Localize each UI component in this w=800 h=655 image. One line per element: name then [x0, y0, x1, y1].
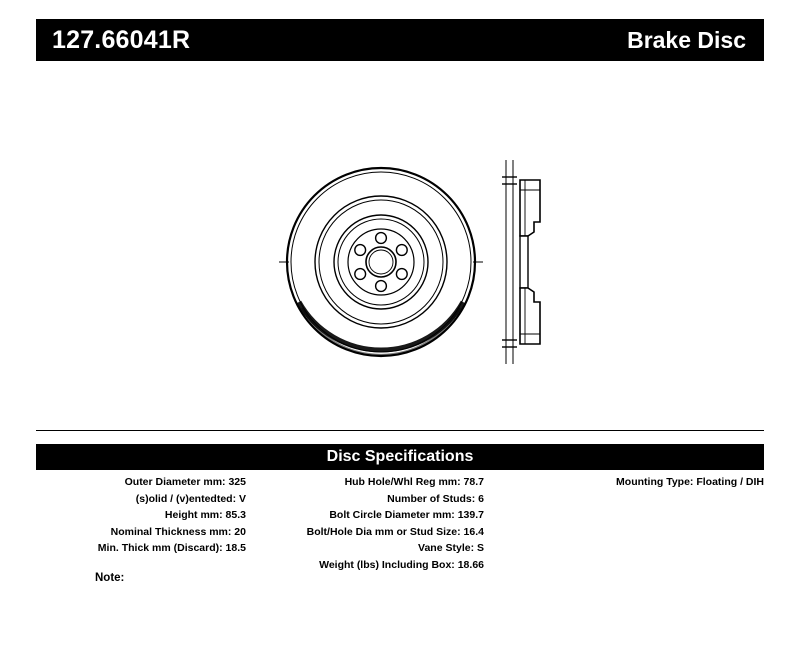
- spec-item: Nominal Thickness mm: 20: [110, 525, 246, 538]
- spec-item: Bolt/Hole Dia mm or Stud Size: 16.4: [306, 525, 484, 538]
- product-type: Brake Disc: [627, 26, 746, 53]
- spec-item: Number of Studs: 6: [387, 492, 484, 505]
- note-row: [95, 572, 124, 584]
- technical-drawing: [36, 72, 764, 412]
- spec-item: Height mm: 85.3: [164, 509, 246, 521]
- specs-right-column: [492, 474, 764, 491]
- specs-middle-column: [252, 474, 484, 573]
- spec-item: (s)olid / (v)entedted: V: [135, 492, 246, 505]
- specifications-header: [36, 444, 764, 470]
- specs-left-column: [36, 474, 246, 557]
- brake-disc-face-view: [279, 168, 483, 356]
- spec-item: Vane Style: S: [418, 542, 484, 554]
- spec-item: Weight (lbs) Including Box: 18.66: [319, 558, 484, 571]
- part-number: 127.66041R: [52, 25, 191, 54]
- spec-item: Outer Diameter mm: 325: [124, 476, 246, 488]
- header-bar: [36, 19, 764, 61]
- spec-item: Bolt Circle Diameter mm: 139.7: [329, 509, 484, 521]
- section-divider: [36, 430, 764, 431]
- specifications-title: Disc Specifications: [326, 448, 474, 465]
- spec-item: Mounting Type: Floating / DIH: [616, 476, 764, 488]
- specifications-body: [36, 474, 764, 584]
- note-label: Note:: [95, 572, 125, 584]
- spec-item: Min. Thick mm (Discard): 18.5: [97, 542, 246, 554]
- brake-disc-cross-section-view: [502, 160, 540, 364]
- spec-item: Hub Hole/Whl Reg mm: 78.7: [344, 476, 484, 488]
